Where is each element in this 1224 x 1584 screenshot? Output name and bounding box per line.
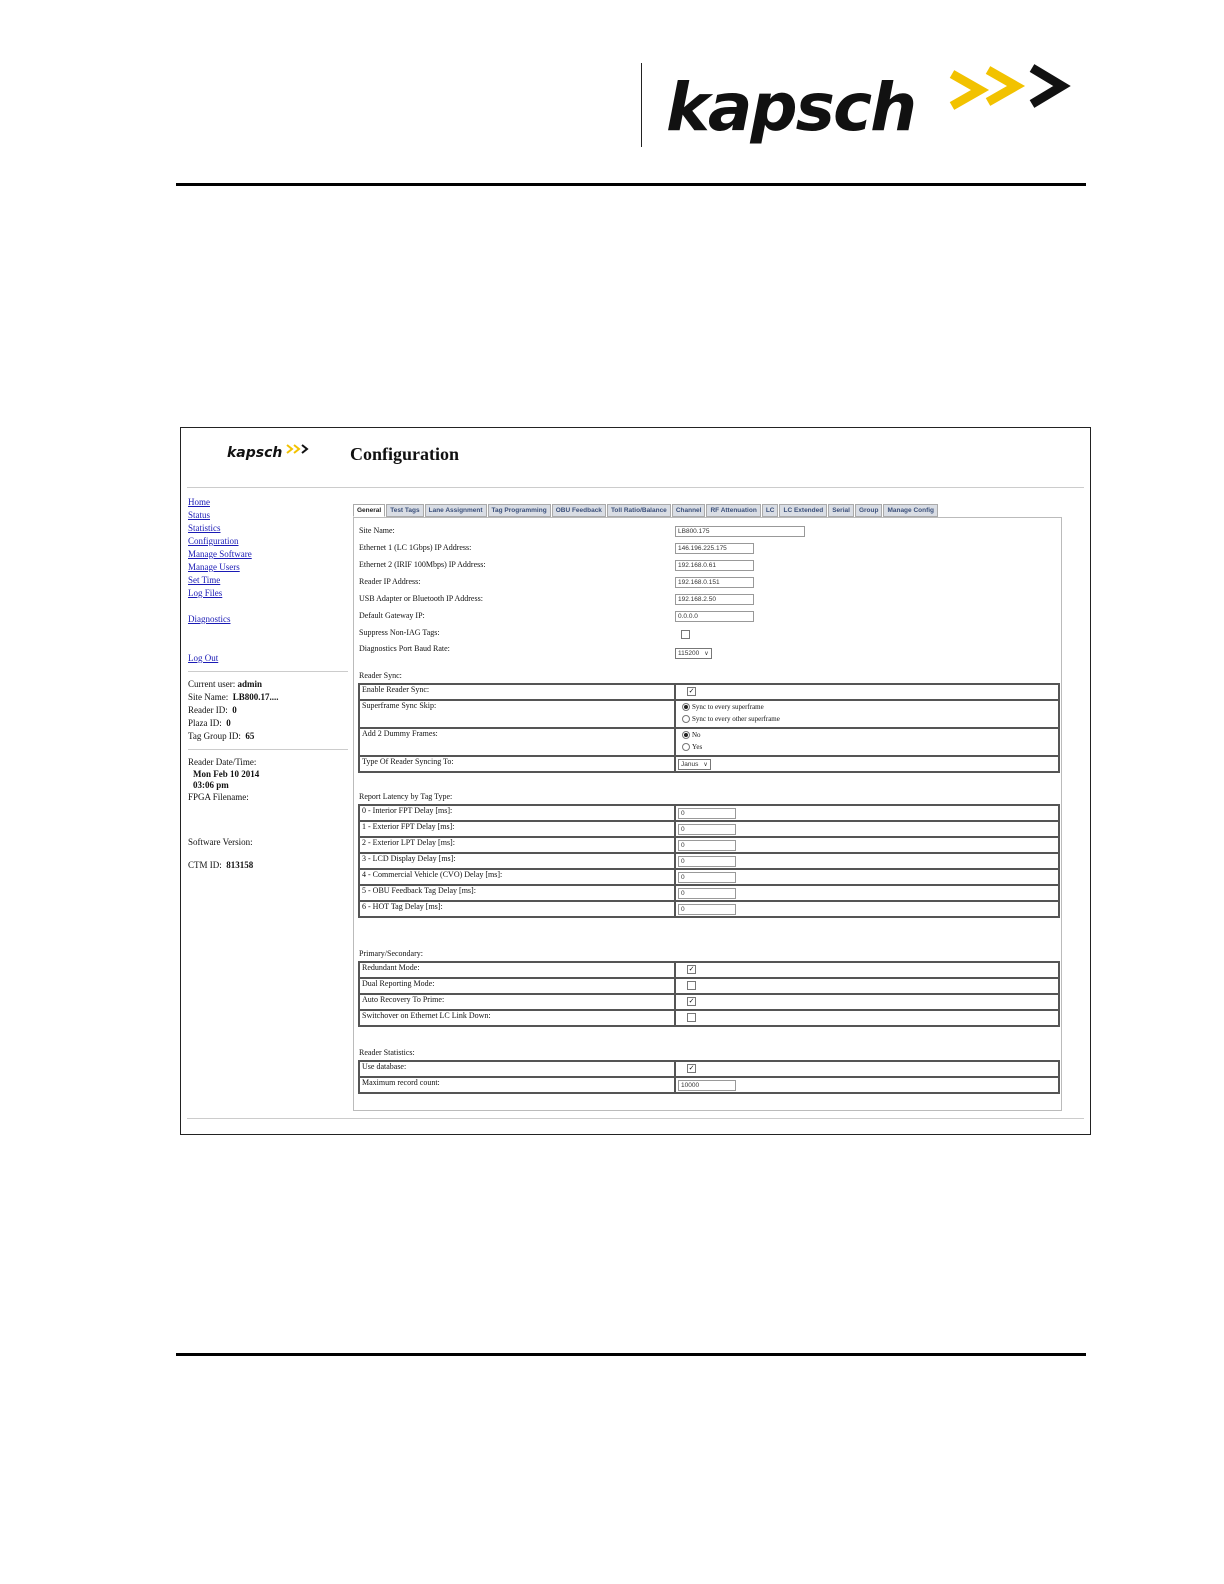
session-site-name: Site Name: LB800.17.... [188,692,279,702]
reader-sync-heading: Reader Sync: [359,671,402,680]
current-user: Current user: admin [188,679,263,689]
latency-label: 3 - LCD Display Delay [ms]: [359,853,675,869]
max-records-label: Maximum record count: [359,1077,675,1093]
reader-time: 03:06 pm [193,780,229,790]
session-reader-id: Reader ID: 0 [188,705,237,715]
sync-type-label: Type Of Reader Syncing To: [359,756,675,772]
tab-lc-extended[interactable]: LC Extended [779,504,827,517]
dummy-option-no[interactable]: No [678,729,1056,741]
eth1-input[interactable]: 146.196.225.175 [675,543,754,554]
nav-logout[interactable]: Log Out [188,653,219,663]
header-rule [176,183,1086,186]
left-nav [188,496,348,872]
enable-sync-label: Enable Reader Sync: [359,684,675,700]
latency-label: 0 - Interior FPT Delay [ms]: [359,805,675,821]
latency-input[interactable]: 0 [678,888,736,899]
baud-label: Diagnostics Port Baud Rate: [359,644,450,653]
tab-toll-ratio[interactable]: Toll Ratio/Balance [607,504,671,517]
tab-lane-assignment[interactable]: Lane Assignment [425,504,487,517]
nav-log-files[interactable]: Log Files [188,588,223,598]
kapsch-logo [664,60,1074,150]
superframe-label: Superframe Sync Skip: [359,700,675,728]
dual-reporting-checkbox[interactable] [687,981,696,990]
enable-sync-checkbox[interactable]: ✓ [688,687,695,695]
primary-table [358,961,1060,1027]
nav-manage-software[interactable]: Manage Software [188,549,252,559]
superframe-option-1[interactable]: Sync to every superframe [678,701,1056,713]
stats-table [358,1060,1060,1094]
fpga-label: FPGA Filename: [188,792,249,802]
suppress-label: Suppress Non-IAG Tags: [359,628,440,637]
tab-tag-programming[interactable]: Tag Programming [488,504,551,517]
tab-general[interactable]: General [353,504,385,517]
ctm-id: CTM ID: 813158 [188,860,254,870]
use-db-checkbox[interactable]: ✓ [688,1064,695,1072]
stats-heading: Reader Statistics: [359,1048,415,1057]
usb-ip-input[interactable]: 192.168.2.50 [675,594,754,605]
switchover-label: Switchover on Ethernet LC Link Down: [359,1010,675,1026]
tab-lc[interactable]: LC [762,504,779,517]
tab-serial[interactable]: Serial [828,504,854,517]
page-title: Configuration [350,444,460,464]
latency-label: 1 - Exterior FPT Delay [ms]: [359,821,675,837]
nav-diagnostics[interactable]: Diagnostics [188,614,231,624]
nav-set-time[interactable]: Set Time [188,575,221,585]
latency-input[interactable]: 0 [678,872,736,883]
max-records-input[interactable]: 10000 [678,1080,736,1091]
eth1-label: Ethernet 1 (LC 1Gbps) IP Address: [359,543,472,552]
logo-arrows [952,68,1062,106]
eth2-input[interactable]: 192.168.0.61 [675,560,754,571]
gateway-label: Default Gateway IP: [359,611,425,620]
dummy-option-yes[interactable]: Yes [678,741,1056,753]
primary-heading: Primary/Secondary: [359,949,423,958]
small-kapsch-logo [227,442,317,467]
tab-channel[interactable]: Channel [672,504,706,517]
sync-type-select[interactable]: Janus ∨ [678,759,711,770]
latency-table [358,804,1060,918]
latency-label: 5 - OBU Feedback Tag Delay [ms]: [359,885,675,901]
switchover-checkbox[interactable] [687,1013,696,1022]
baud-select[interactable]: 115200 ∨ [675,648,712,659]
logo-wordmark: kapsch [666,69,916,145]
latency-input[interactable]: 0 [678,856,736,867]
latency-label: 6 - HOT Tag Delay [ms]: [359,901,675,917]
redundant-checkbox[interactable]: ✓ [688,965,695,973]
latency-label: 2 - Exterior LPT Delay [ms]: [359,837,675,853]
general-panel [353,517,1062,1111]
site-name-label: Site Name: [359,526,395,535]
tab-rf-attenuation[interactable]: RF Attenuation [706,504,760,517]
nav-status[interactable]: Status [188,510,211,520]
tab-manage-config[interactable]: Manage Config [883,504,938,517]
redundant-label: Redundant Mode: [359,962,675,978]
svg-text:kapsch: kapsch [227,445,283,461]
nav-home[interactable]: Home [188,497,210,507]
nav-configuration[interactable]: Configuration [188,536,239,546]
nav-manage-users[interactable]: Manage Users [188,562,240,572]
latency-input[interactable]: 0 [678,904,736,915]
session-tag-group: Tag Group ID: 65 [188,731,255,741]
tab-test-tags[interactable]: Test Tags [386,504,423,517]
reader-ip-input[interactable]: 192.168.0.151 [675,577,754,588]
config-tabs [353,504,1063,517]
nav-statistics[interactable]: Statistics [188,523,221,533]
software-label: Software Version: [188,837,253,847]
dummy-frames-label: Add 2 Dummy Frames: [359,728,675,756]
footer-rule [176,1353,1086,1356]
datetime-label: Reader Date/Time: [188,757,257,767]
header-divider [641,63,642,147]
eth2-label: Ethernet 2 (IRIF 100Mbps) IP Address: [359,560,486,569]
latency-input[interactable]: 0 [678,840,736,851]
latency-input[interactable]: 0 [678,808,736,819]
usb-ip-label: USB Adapter or Bluetooth IP Address: [359,594,483,603]
latency-input[interactable]: 0 [678,824,736,835]
session-plaza-id: Plaza ID: 0 [188,718,231,728]
site-name-input[interactable]: LB800.175 [675,526,805,537]
reader-date: Mon Feb 10 2014 [193,769,260,779]
use-db-label: Use database: [359,1061,675,1077]
auto-recovery-label: Auto Recovery To Prime: [359,994,675,1010]
reader-ip-label: Reader IP Address: [359,577,421,586]
tab-obu-feedback[interactable]: OBU Feedback [552,504,606,517]
latency-heading: Report Latency by Tag Type: [359,792,453,801]
dual-reporting-label: Dual Reporting Mode: [359,978,675,994]
auto-recovery-checkbox[interactable]: ✓ [688,997,695,1005]
tab-group[interactable]: Group [855,504,883,517]
superframe-option-2[interactable]: Sync to every other superframe [678,713,1056,725]
reader-sync-table [358,683,1060,773]
latency-label: 4 - Commercial Vehicle (CVO) Delay [ms]: [359,869,675,885]
configuration-screenshot [180,427,1091,1135]
gateway-input[interactable]: 0.0.0.0 [675,611,754,622]
